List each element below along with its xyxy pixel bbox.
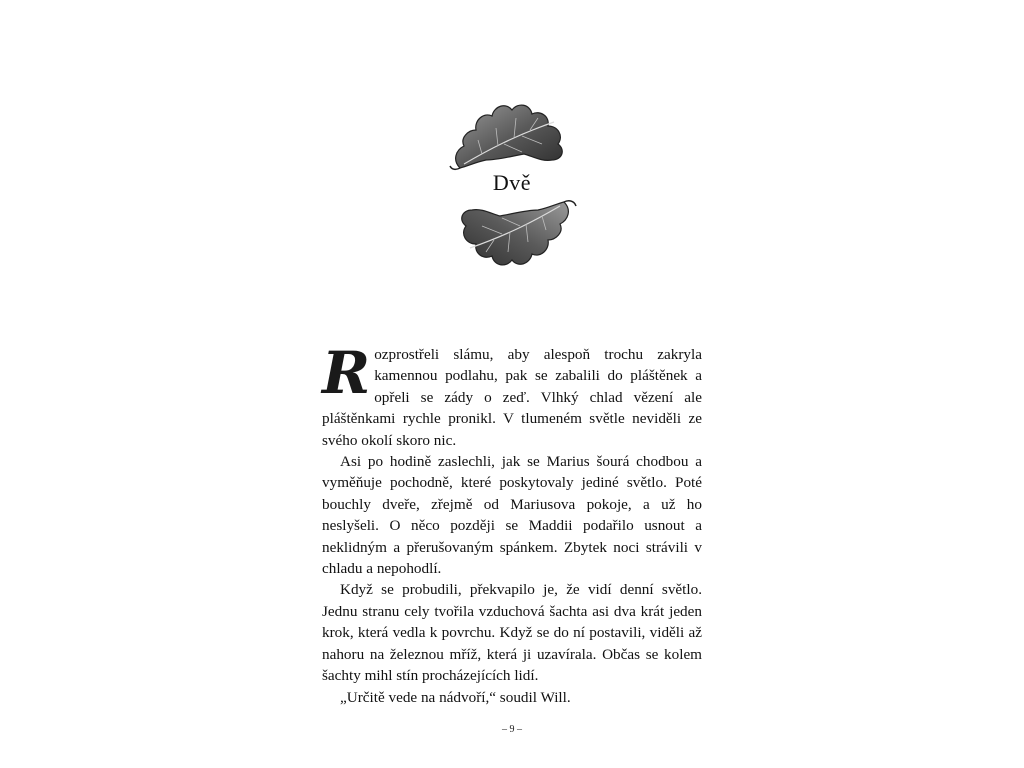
page-number: – 9 – [502, 724, 522, 735]
oak-leaf-icon [442, 196, 582, 270]
paragraph: Asi po hodině zaslechli, jak se Marius šourá chodbou a vyměňuje pochodně, které poskytovaly jediné světlo. Poté bouchly dveře, zřejmě od Mariusova pokoje, a už ho neslyšeli. O něco později se Maddii podařilo usnout a neklidným a přerušovaným spánkem. Zbytek noci strávili v chladu a nepohodlí. [322, 453, 702, 578]
chapter-body [322, 339, 702, 708]
oak-leaf-icon [442, 100, 582, 172]
paragraph [322, 339, 702, 451]
paragraph: „Určitě vede na nádvoří,“ soudil Will. [340, 688, 571, 706]
paragraph: Když se probudili, překvapilo je, že vidí denní světlo. Jednu stranu cely tvořila vzduchová šachta asi dva krát jeden krok, která vedla k povrchu. Když se do ní postavili, viděli až nahoru na železnou mříž, která ji uzavírala. Občas se kolem šachty mihl stín procházejících lidí. [322, 581, 702, 685]
paragraph-text: ozprostřeli slámu, aby alespoň trochu zakryla kamennou podlahu, pak se zabalili do pláštěnek a opřeli se zády o zeď. Vlhký chlad vězení ale pláštěnkami rychle pronikl. V tlumeném světle neviděli ze svého okolí skoro nic. [322, 346, 702, 449]
chapter-title: Dvě [492, 170, 532, 195]
drop-cap: R [322, 339, 371, 407]
